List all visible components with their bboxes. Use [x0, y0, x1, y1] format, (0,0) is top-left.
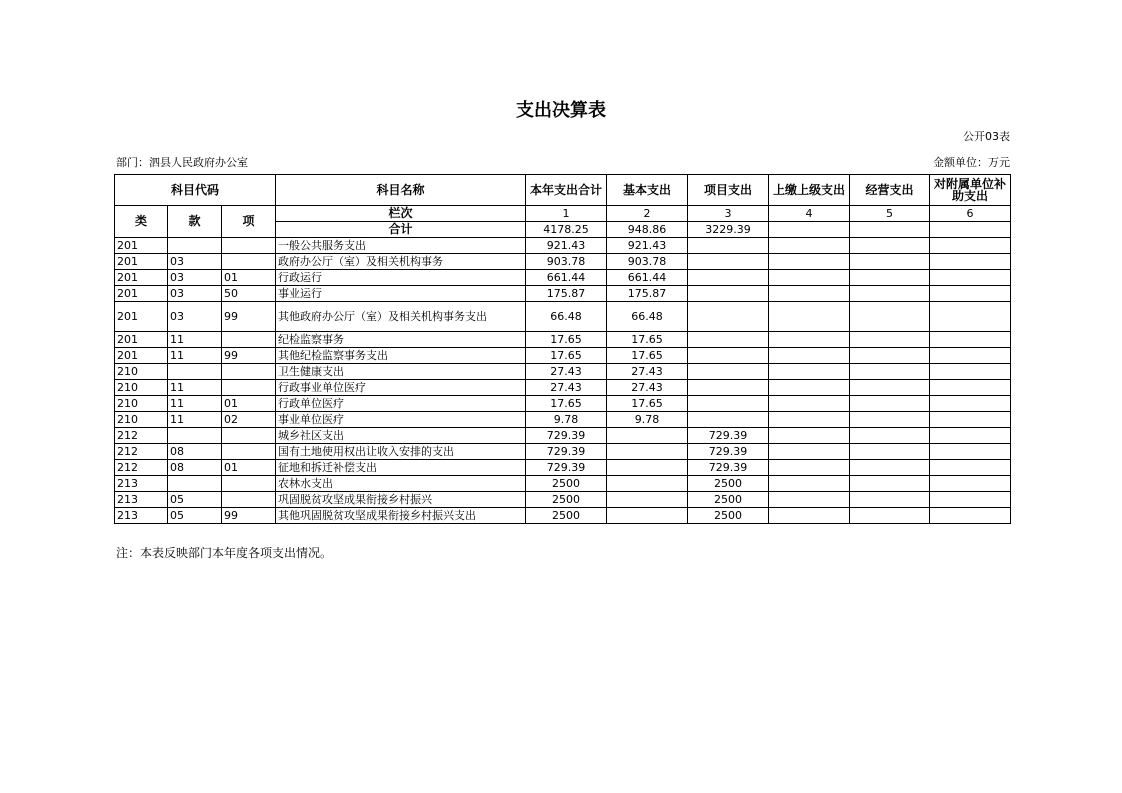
row-business	[850, 332, 930, 348]
header-basic: 基本支出	[607, 175, 688, 206]
row-project: 729.39	[688, 428, 769, 444]
row-kuan: 11	[168, 412, 222, 428]
row-total: 66.48	[526, 302, 607, 332]
row-upper	[769, 348, 850, 364]
row-basic: 27.43	[607, 364, 688, 380]
row-upper	[769, 460, 850, 476]
header-kuan: 款	[168, 206, 222, 238]
row-total: 729.39	[526, 444, 607, 460]
table-row	[115, 492, 1011, 508]
row-total: 27.43	[526, 364, 607, 380]
row-basic	[607, 460, 688, 476]
row-total: 175.87	[526, 286, 607, 302]
row-total: 17.65	[526, 396, 607, 412]
row-lei: 201	[115, 254, 168, 270]
row-name: 行政运行	[276, 270, 526, 286]
row-name: 纪检监察事务	[276, 332, 526, 348]
totals-label: 合计	[276, 222, 526, 238]
row-project	[688, 286, 769, 302]
table-row	[115, 364, 1011, 380]
row-business	[850, 364, 930, 380]
row-xiang	[222, 492, 276, 508]
row-lei: 213	[115, 476, 168, 492]
row-project	[688, 380, 769, 396]
row-kuan: 03	[168, 254, 222, 270]
col-index-1: 1	[526, 206, 607, 222]
row-total: 661.44	[526, 270, 607, 286]
row-project: 729.39	[688, 444, 769, 460]
row-xiang: 01	[222, 270, 276, 286]
table-row	[115, 380, 1011, 396]
row-name: 国有土地使用权出让收入安排的支出	[276, 444, 526, 460]
row-upper	[769, 254, 850, 270]
row-subsidy	[930, 302, 1011, 332]
row-lei: 213	[115, 492, 168, 508]
row-project: 2500	[688, 508, 769, 524]
row-kuan	[168, 238, 222, 254]
expenditure-table	[114, 174, 1011, 524]
row-project	[688, 302, 769, 332]
row-basic: 661.44	[607, 270, 688, 286]
row-subsidy	[930, 238, 1011, 254]
row-lei: 210	[115, 412, 168, 428]
row-upper	[769, 270, 850, 286]
page-title: 支出决算表	[516, 100, 606, 121]
row-business	[850, 286, 930, 302]
header-lei: 类	[115, 206, 168, 238]
row-xiang: 02	[222, 412, 276, 428]
row-xiang: 99	[222, 348, 276, 364]
row-business	[850, 270, 930, 286]
row-basic	[607, 508, 688, 524]
row-subsidy	[930, 444, 1011, 460]
row-business	[850, 508, 930, 524]
amount-unit-label: 金额单位：万元	[933, 156, 1010, 169]
row-subsidy	[930, 348, 1011, 364]
col-index-6: 6	[930, 206, 1011, 222]
row-lei: 201	[115, 302, 168, 332]
row-subsidy	[930, 254, 1011, 270]
table-row	[115, 444, 1011, 460]
row-upper	[769, 428, 850, 444]
totals-total: 4178.25	[526, 222, 607, 238]
header-name: 科目名称	[276, 175, 526, 206]
row-subsidy	[930, 364, 1011, 380]
row-name: 事业单位医疗	[276, 412, 526, 428]
row-kuan: 05	[168, 492, 222, 508]
header-total: 本年支出合计	[526, 175, 607, 206]
row-xiang	[222, 332, 276, 348]
row-basic	[607, 476, 688, 492]
row-basic	[607, 444, 688, 460]
row-business	[850, 396, 930, 412]
row-basic	[607, 428, 688, 444]
row-lei: 201	[115, 348, 168, 364]
row-xiang	[222, 476, 276, 492]
row-upper	[769, 380, 850, 396]
row-subsidy	[930, 380, 1011, 396]
row-xiang	[222, 238, 276, 254]
row-project	[688, 364, 769, 380]
row-kuan: 05	[168, 508, 222, 524]
row-name: 农林水支出	[276, 476, 526, 492]
row-xiang	[222, 444, 276, 460]
row-basic: 27.43	[607, 380, 688, 396]
row-kuan: 03	[168, 302, 222, 332]
row-name: 行政事业单位医疗	[276, 380, 526, 396]
row-basic: 17.65	[607, 396, 688, 412]
row-xiang	[222, 364, 276, 380]
row-upper	[769, 492, 850, 508]
row-project	[688, 348, 769, 364]
row-basic: 66.48	[607, 302, 688, 332]
row-lei: 210	[115, 380, 168, 396]
row-name: 其他政府办公厅（室）及相关机构事务支出	[276, 302, 526, 332]
row-name: 一般公共服务支出	[276, 238, 526, 254]
row-kuan: 11	[168, 380, 222, 396]
header-business: 经营支出	[850, 175, 930, 206]
row-subsidy	[930, 396, 1011, 412]
row-basic: 17.65	[607, 348, 688, 364]
row-basic: 903.78	[607, 254, 688, 270]
header-project: 项目支出	[688, 175, 769, 206]
totals-subsidy	[930, 222, 1011, 238]
row-project: 729.39	[688, 460, 769, 476]
row-name: 其他巩固脱贫攻坚成果衔接乡村振兴支出	[276, 508, 526, 524]
row-lei: 213	[115, 508, 168, 524]
row-lei: 212	[115, 444, 168, 460]
row-name: 城乡社区支出	[276, 428, 526, 444]
row-subsidy	[930, 332, 1011, 348]
row-total: 921.43	[526, 238, 607, 254]
row-subsidy	[930, 412, 1011, 428]
row-kuan: 11	[168, 396, 222, 412]
row-total: 2500	[526, 508, 607, 524]
row-upper	[769, 238, 850, 254]
table-row	[115, 332, 1011, 348]
row-kuan	[168, 476, 222, 492]
row-lei: 212	[115, 428, 168, 444]
row-xiang	[222, 254, 276, 270]
row-upper	[769, 302, 850, 332]
row-kuan: 08	[168, 460, 222, 476]
col-index-4: 4	[769, 206, 850, 222]
table-row	[115, 254, 1011, 270]
row-basic: 175.87	[607, 286, 688, 302]
row-xiang: 50	[222, 286, 276, 302]
row-name: 事业运行	[276, 286, 526, 302]
header-xiang: 项	[222, 206, 276, 238]
table-row	[115, 302, 1011, 332]
row-upper	[769, 444, 850, 460]
row-total: 17.65	[526, 348, 607, 364]
row-xiang: 99	[222, 508, 276, 524]
row-total: 2500	[526, 476, 607, 492]
row-kuan: 08	[168, 444, 222, 460]
row-total: 27.43	[526, 380, 607, 396]
row-project	[688, 412, 769, 428]
totals-basic: 948.86	[607, 222, 688, 238]
row-total: 729.39	[526, 428, 607, 444]
row-upper	[769, 396, 850, 412]
row-kuan	[168, 428, 222, 444]
row-upper	[769, 508, 850, 524]
row-project	[688, 270, 769, 286]
header-upper: 上缴上级支出	[769, 175, 850, 206]
row-subsidy	[930, 492, 1011, 508]
row-total: 17.65	[526, 332, 607, 348]
col-index-5: 5	[850, 206, 930, 222]
row-business	[850, 476, 930, 492]
row-lei: 201	[115, 286, 168, 302]
col-index-3: 3	[688, 206, 769, 222]
row-name: 政府办公厅（室）及相关机构事务	[276, 254, 526, 270]
totals-business	[850, 222, 930, 238]
header-subsidy: 对附属单位补助支出	[930, 175, 1011, 206]
header-code-group: 科目代码	[115, 175, 276, 206]
department-label: 部门：泗县人民政府办公室	[116, 156, 248, 169]
row-lei: 210	[115, 396, 168, 412]
row-business	[850, 412, 930, 428]
table-row	[115, 412, 1011, 428]
row-basic: 17.65	[607, 332, 688, 348]
row-total: 2500	[526, 492, 607, 508]
row-kuan	[168, 364, 222, 380]
row-kuan: 11	[168, 348, 222, 364]
table-row	[115, 460, 1011, 476]
row-name: 行政单位医疗	[276, 396, 526, 412]
row-upper	[769, 364, 850, 380]
row-upper	[769, 332, 850, 348]
table-row	[115, 428, 1011, 444]
row-business	[850, 254, 930, 270]
table-row	[115, 508, 1011, 524]
totals-upper	[769, 222, 850, 238]
row-xiang: 99	[222, 302, 276, 332]
table-row	[115, 348, 1011, 364]
row-project	[688, 238, 769, 254]
row-lei: 212	[115, 460, 168, 476]
row-project	[688, 396, 769, 412]
table-row	[115, 396, 1011, 412]
row-xiang: 01	[222, 396, 276, 412]
table-row	[115, 476, 1011, 492]
table-note: 注：本表反映部门本年度各项支出情况。	[116, 546, 333, 560]
row-kuan: 03	[168, 286, 222, 302]
table-row	[115, 286, 1011, 302]
table-row	[115, 238, 1011, 254]
row-business	[850, 492, 930, 508]
row-upper	[769, 476, 850, 492]
row-subsidy	[930, 508, 1011, 524]
row-xiang	[222, 428, 276, 444]
row-subsidy	[930, 286, 1011, 302]
row-business	[850, 428, 930, 444]
row-business	[850, 444, 930, 460]
row-basic	[607, 492, 688, 508]
row-subsidy	[930, 460, 1011, 476]
row-lei: 201	[115, 270, 168, 286]
row-name: 巩固脱贫攻坚成果衔接乡村振兴	[276, 492, 526, 508]
row-upper	[769, 412, 850, 428]
row-xiang	[222, 380, 276, 396]
row-subsidy	[930, 270, 1011, 286]
row-business	[850, 348, 930, 364]
row-project: 2500	[688, 476, 769, 492]
row-kuan: 03	[168, 270, 222, 286]
row-business	[850, 460, 930, 476]
totals-project: 3229.39	[688, 222, 769, 238]
form-number: 公开03表	[963, 130, 1010, 143]
row-name: 卫生健康支出	[276, 364, 526, 380]
row-basic: 9.78	[607, 412, 688, 428]
row-name: 征地和拆迁补偿支出	[276, 460, 526, 476]
row-project	[688, 332, 769, 348]
row-total: 729.39	[526, 460, 607, 476]
row-business	[850, 380, 930, 396]
row-total: 9.78	[526, 412, 607, 428]
row-upper	[769, 286, 850, 302]
row-project	[688, 254, 769, 270]
row-subsidy	[930, 428, 1011, 444]
header-lanci: 栏次	[276, 206, 526, 222]
row-subsidy	[930, 476, 1011, 492]
row-basic: 921.43	[607, 238, 688, 254]
row-xiang: 01	[222, 460, 276, 476]
row-business	[850, 302, 930, 332]
row-lei: 201	[115, 332, 168, 348]
row-lei: 201	[115, 238, 168, 254]
row-business	[850, 238, 930, 254]
col-index-2: 2	[607, 206, 688, 222]
table-row	[115, 270, 1011, 286]
row-name: 其他纪检监察事务支出	[276, 348, 526, 364]
row-kuan: 11	[168, 332, 222, 348]
row-total: 903.78	[526, 254, 607, 270]
row-project: 2500	[688, 492, 769, 508]
row-lei: 210	[115, 364, 168, 380]
